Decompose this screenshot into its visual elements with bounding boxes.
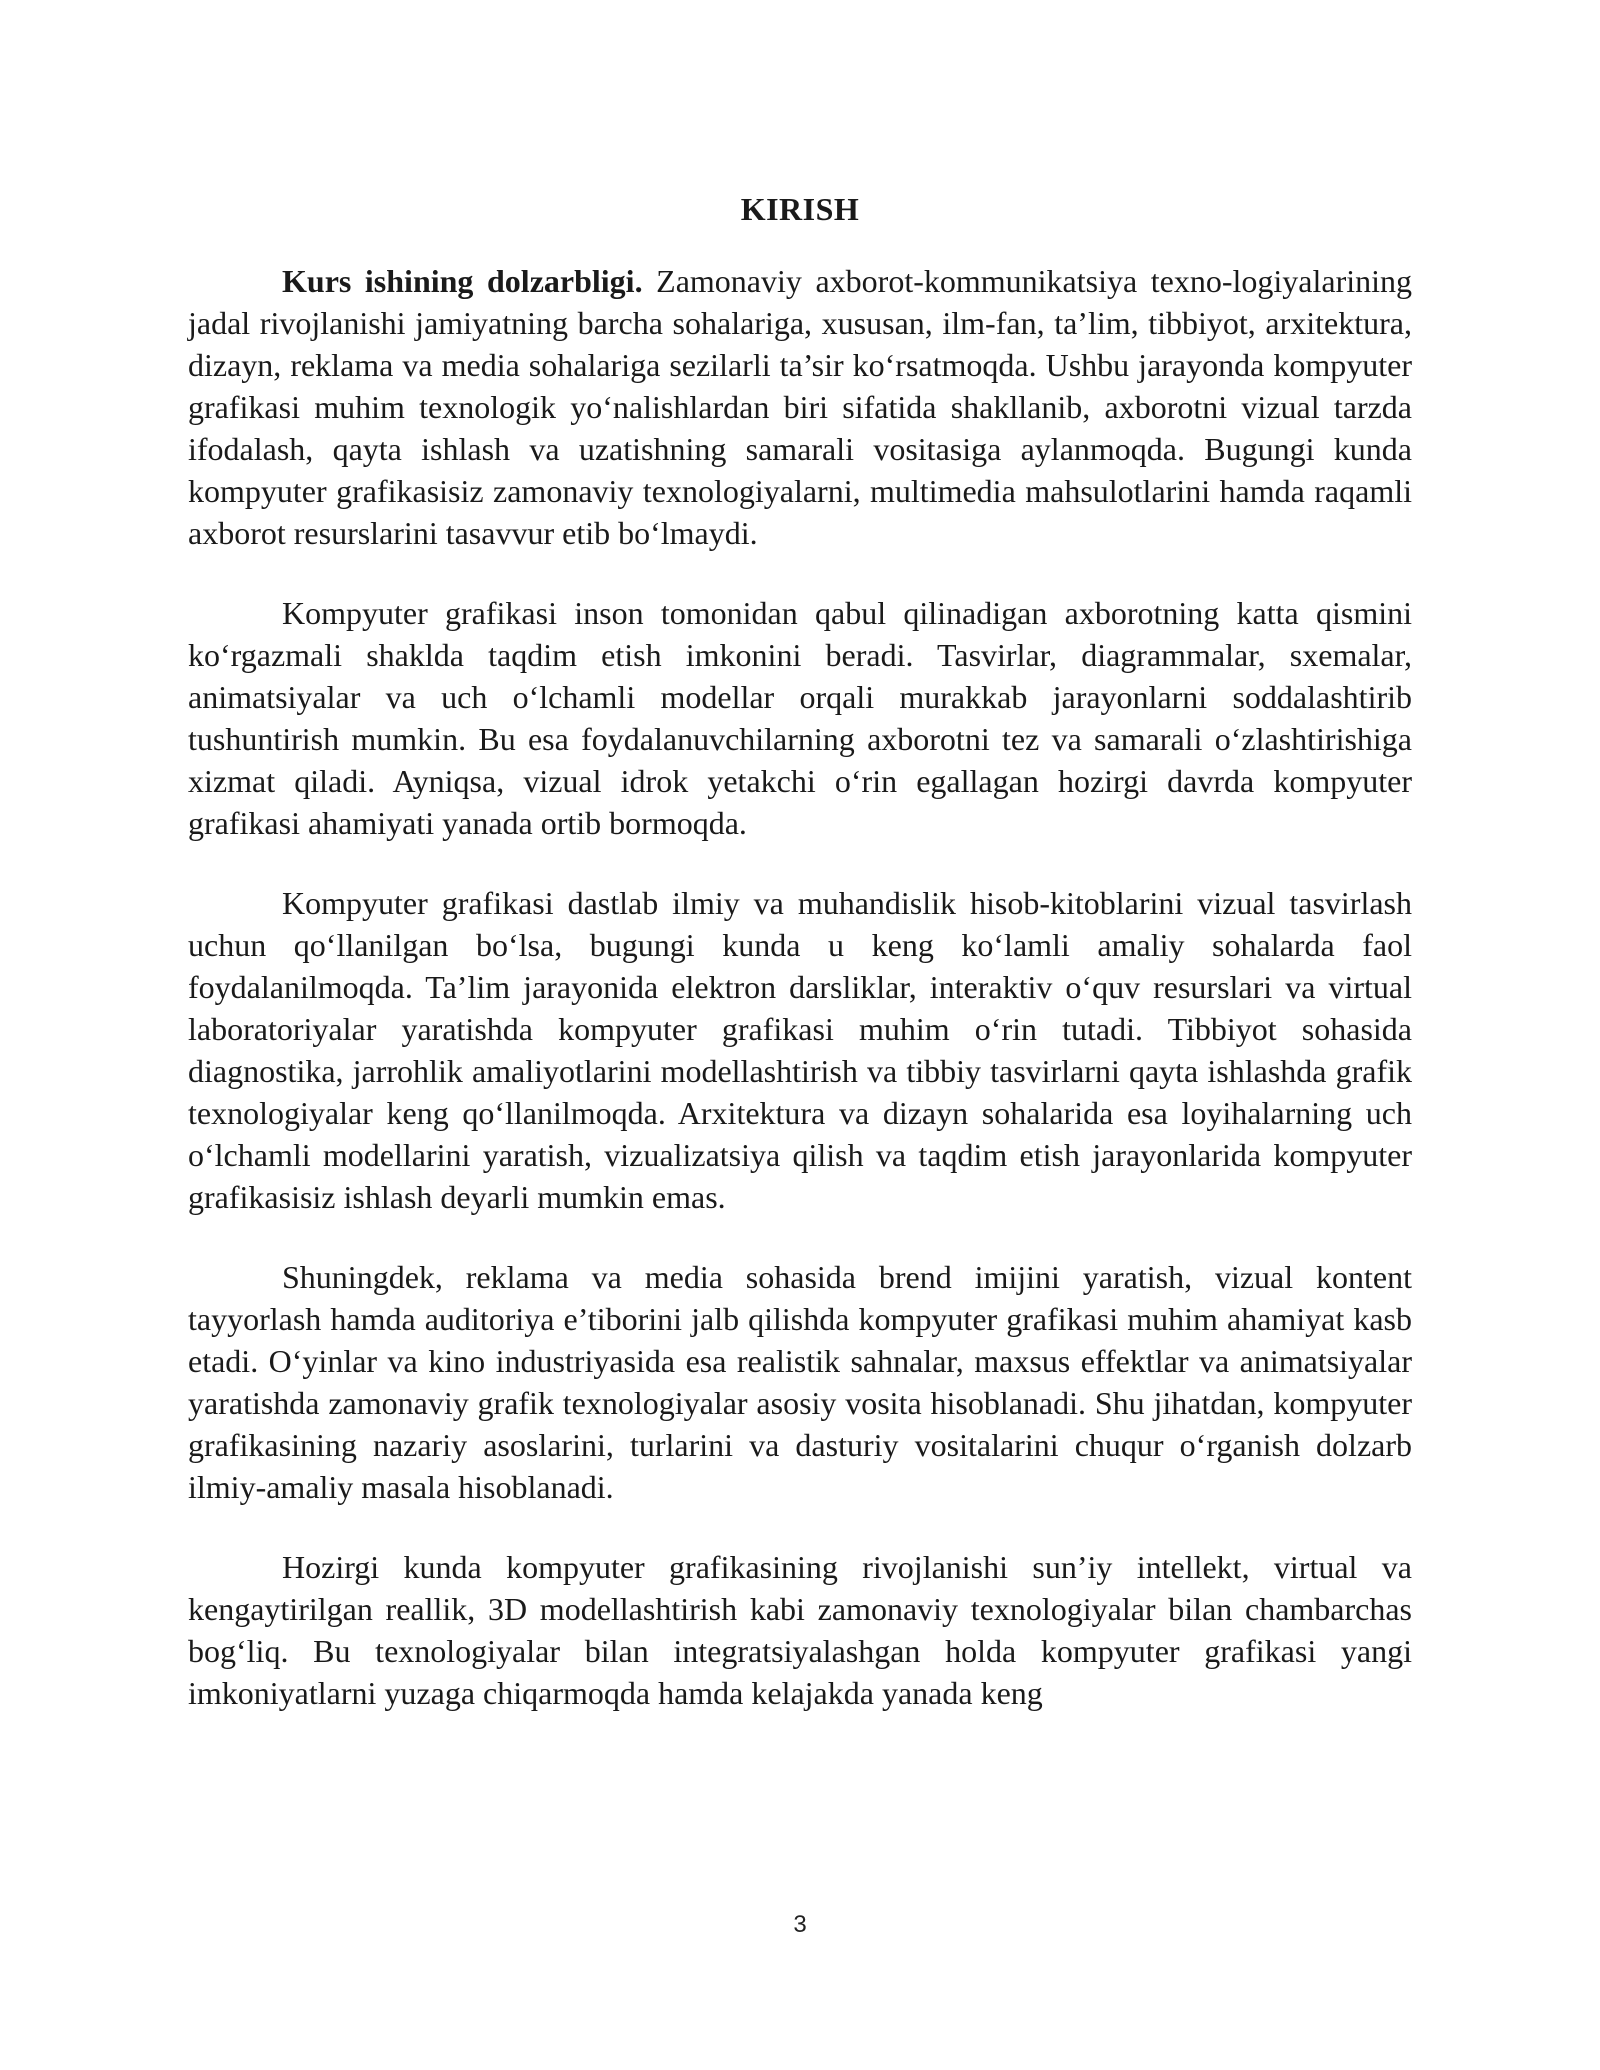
paragraph-1-lead: Kurs ishining dolzarbligi. xyxy=(282,263,643,299)
paragraph-5: Hozirgi kunda kompyuter grafikasining rivojlanishi sun’iy intellekt, virtual va kengaytirilgan reallik, 3D modellashtirish kabi zamonaviy texnologiyalar bilan chambarchas bog‘liq. Bu texnologiyalar bilan integratsiyalashgan holda kompyuter grafikasi yangi imkoniyatlarni yuzaga chiqarmoqda hamda kelajakda yanada keng xyxy=(188,1549,1412,1711)
paragraph-1-text: Zamonaviy axborot-kommunikatsiya texno-logiyalarining jadal rivojlanishi jamiyatning barcha sohalariga, xususan, ilm-fan, ta’lim, tibbiyot, arxitektura, dizayn, reklama va media sohalariga sezilarli ta’sir ko‘rsatmoqda. Ushbu jarayonda kompyuter grafikasi muhim texnologik yo‘nalishlardan biri sifatida shakllanib, axborotni vizual tarzda ifodalash, qayta ishlash va uzatishning samarali vositasiga aylanmoqda. Bugungi kunda kompyuter grafikasisiz zamonaviy texnologiyalarni, multimedia mahsulotlarini hamda raqamli axborot resurslarini tasavvur etib bo‘lmaydi. xyxy=(188,263,1413,551)
paragraph-4: Shuningdek, reklama va media sohasida brend imijini yaratish, vizual kontent tayyorlash hamda auditoriya e’tiborini jalb qilishda kompyuter grafikasi muhim ahamiyat kasb etadi. O‘yinlar va kino industriyasida esa realistik sahnalar, maxsus effektlar va animatsiyalar yaratishda zamonaviy grafik texnologiyalar asosiy vosita hisoblanadi. Shu jihatdan, kompyuter grafikasining nazariy asoslarini, turlarini va dasturiy vositalarini chuqur o‘rganish dolzarb ilmiy-amaliy masala hisoblanadi. xyxy=(188,1259,1412,1505)
page-title: KIRISH xyxy=(740,191,860,227)
page-number: 3 xyxy=(793,1911,807,1938)
paragraph-1 xyxy=(188,260,1412,554)
paragraph-2: Kompyuter grafikasi inson tomonidan qabul qilinadigan axborotning katta qismini ko‘rgazmali shaklda taqdim etish imkonini beradi. Tasvirlar, diagrammalar, sxemalar, animatsiyalar va uch o‘lchamli modellar orqali murakkab jarayonlarni soddalashtirib tushuntirish mumkin. Bu esa foydalanuvchilarning axborotni tez va samarali o‘zlashtirishiga xizmat qiladi. Ayniqsa, vizual idrok yetakchi o‘rin egallagan hozirgi davrda kompyuter grafikasi ahamiyati yanada ortib bormoqda. xyxy=(188,595,1412,841)
document-page xyxy=(188,188,1412,1752)
paragraph-3: Kompyuter grafikasi dastlab ilmiy va muhandislik hisob-kitoblarini vizual tasvirlash uchun qo‘llanilgan bo‘lsa, bugungi kunda u keng ko‘lamli amaliy sohalarda faol foydalanilmoqda. Ta’lim jarayonida elektron darsliklar, interaktiv o‘quv resurslari va virtual laboratoriyalar yaratishda kompyuter grafikasi muhim o‘rin tutadi. Tibbiyot sohasida diagnostika, jarrohlik amaliyotlarini modellashtirish va tibbiy tasvirlarni qayta ishlashda grafik texnologiyalar keng qo‘llanilmoqda. Arxitektura va dizayn sohalarida esa loyihalarning uch o‘lchamli modellarini yaratish, vizualizatsiya qilish va taqdim etish jarayonlarida kompyuter grafikasisiz ishlash deyarli mumkin emas. xyxy=(188,885,1412,1215)
